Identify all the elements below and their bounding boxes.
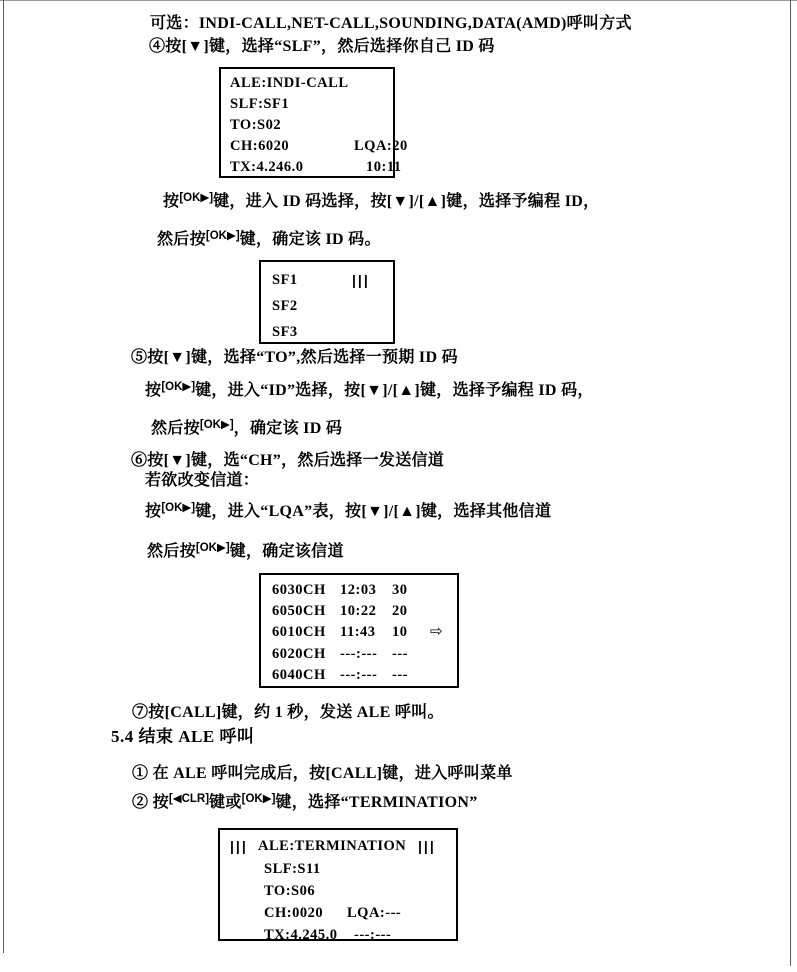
lcd-ch-value: CH:0020: [264, 905, 324, 921]
lqa-channel: 6010CH: [272, 624, 326, 641]
lqa-row: [272, 580, 457, 601]
lqa-channel: 6050CH: [272, 603, 326, 620]
lqa-time: ---:---: [340, 645, 378, 662]
ok-key-label: [OK▶]: [161, 381, 196, 393]
lcd-lqa-value: LQA:20: [354, 138, 408, 154]
cursor-arrow-icon: ⇨: [430, 622, 444, 641]
lqa-score: 20: [392, 603, 408, 620]
selection-bars-icon: |||: [352, 272, 370, 288]
para-text: ② 按: [132, 794, 169, 811]
ok-key-label: [OK▶]: [179, 192, 214, 204]
lqa-score: ---: [392, 666, 408, 683]
lcd-time-value: ---:---: [354, 927, 392, 943]
step-5-line: ⑤按[▼]键，选择“TO”,然后选择一预期 ID 码: [131, 349, 458, 366]
selection-bars-icon: |||: [230, 838, 248, 854]
step-4-line: ④按[▼]键，选择“SLF”，然后选择你自己 ID 码: [149, 38, 495, 55]
ok-key-label: [OK▶]: [195, 542, 230, 554]
intro-line: 可选：INDI-CALL,NET-CALL,SOUNDING,DATA(AMD)呼叫方式: [150, 15, 632, 32]
lcd-slf-item-3: SF3: [272, 324, 298, 340]
lqa-row: [272, 644, 457, 665]
para-text: ，确定该 ID 码: [233, 420, 343, 437]
lcd-line-to: TO:S06: [264, 883, 316, 899]
para-text: 然后按: [147, 543, 196, 560]
clr-key-label: [◀CLR]: [168, 793, 210, 805]
ok-key-label: [OK▶]: [241, 793, 276, 805]
para-text: 键，确定该信道: [229, 543, 344, 560]
para-ok-enter-lqa: [145, 502, 551, 523]
para-ok-confirm-id2: [151, 419, 342, 440]
para-ok-enter-id-select: [145, 381, 594, 402]
para-ok-enter-id: [163, 192, 599, 213]
step-6-line: ⑥按[▼]键，选“CH”，然后选择一发送信道: [131, 452, 445, 469]
para-text: 然后按: [157, 231, 206, 248]
lqa-row: [272, 665, 457, 686]
slf-id: SF1: [272, 272, 298, 288]
lqa-row: [272, 601, 457, 622]
lqa-row-selected: [272, 622, 457, 643]
lqa-channel: 6030CH: [272, 582, 326, 598]
step-6-subline: 若欲改变信道：: [145, 472, 260, 489]
lcd-tx-value: TX:4.246.0: [230, 159, 304, 175]
lqa-time: 10:22: [340, 603, 377, 620]
lcd-term-title: ALE:TERMINATION: [258, 838, 407, 854]
para-text: 然后按: [151, 420, 200, 437]
para-text: 键，确定该 ID 码。: [239, 231, 381, 248]
lcd-line-tx-time: [230, 157, 402, 178]
lcd-slf-list-screen: [259, 260, 395, 344]
lqa-score: 10: [392, 624, 408, 641]
lqa-channel: 6040CH: [272, 666, 326, 683]
para-text: 键，进入“LQA”表，按[▼]/[▲]键，选择其他信道: [195, 503, 552, 520]
lcd-line-ch-lqa: [264, 902, 456, 924]
lcd-ch-value: CH:6020: [230, 138, 290, 154]
lcd-term-header: [230, 835, 456, 858]
para-text: 键，进入 ID 码选择，按[▼]/[▲]键，选择予编程 ID，: [213, 193, 600, 210]
end-step-1-line: ① 在 ALE 呼叫完成后，按[CALL]键，进入呼叫菜单: [132, 765, 513, 782]
para-text: 按: [163, 193, 180, 210]
end-step-2-line: [132, 793, 478, 814]
lcd-slf-item-1: [272, 267, 393, 293]
lcd-termination-screen: [218, 828, 458, 941]
lqa-score: ---: [392, 645, 408, 662]
ok-key-label: [OK▶]: [161, 502, 196, 514]
lcd-line-tx-time: [264, 924, 456, 946]
ok-key-label: [OK▶]: [199, 419, 234, 431]
page-left-border: [3, 0, 4, 953]
lcd-slf-item-2: SF2: [272, 298, 298, 314]
para-text: 键或: [209, 794, 242, 811]
lqa-time: 12:03: [340, 582, 377, 598]
ok-key-label: [OK▶]: [205, 230, 240, 242]
lcd-time-value: 10:11: [366, 159, 402, 175]
lcd-tx-value: TX:4.245.0: [264, 927, 338, 943]
lqa-score: 30: [392, 582, 408, 598]
lqa-channel: 6020CH: [272, 645, 326, 662]
para-text: 键，选择“TERMINATION”: [275, 794, 478, 811]
para-ok-confirm-channel: [147, 542, 344, 563]
lcd-line-ch-lqa: [230, 136, 408, 157]
lcd-line-slf: SLF:SF1: [230, 96, 290, 112]
lcd-lqa-table-screen: [259, 573, 459, 688]
lqa-time: 11:43: [340, 624, 376, 641]
section-heading-5-4: 5.4 结束 ALE 呼叫: [111, 727, 255, 746]
lcd-line-to: TO:S02: [230, 117, 282, 133]
step-7-line: ⑦按[CALL]键，约 1 秒，发送 ALE 呼叫。: [132, 704, 444, 721]
lcd-line-slf: SLF:S11: [264, 861, 321, 877]
para-ok-confirm-id: [157, 230, 381, 251]
para-text: 按: [145, 382, 162, 399]
page-right-border: [790, 0, 791, 966]
para-text: 按: [145, 503, 162, 520]
lqa-time: ---:---: [340, 666, 378, 683]
para-text: 键，进入“ID”选择，按[▼]/[▲]键，选择予编程 ID 码，: [195, 382, 594, 399]
lcd-line-ale: ALE:INDI-CALL: [230, 75, 349, 91]
lcd-indi-call-screen: [219, 67, 408, 178]
lcd-lqa-value: LQA:---: [347, 905, 402, 921]
page-top-border: [0, 0, 797, 1]
selection-bars-icon: |||: [418, 838, 436, 854]
